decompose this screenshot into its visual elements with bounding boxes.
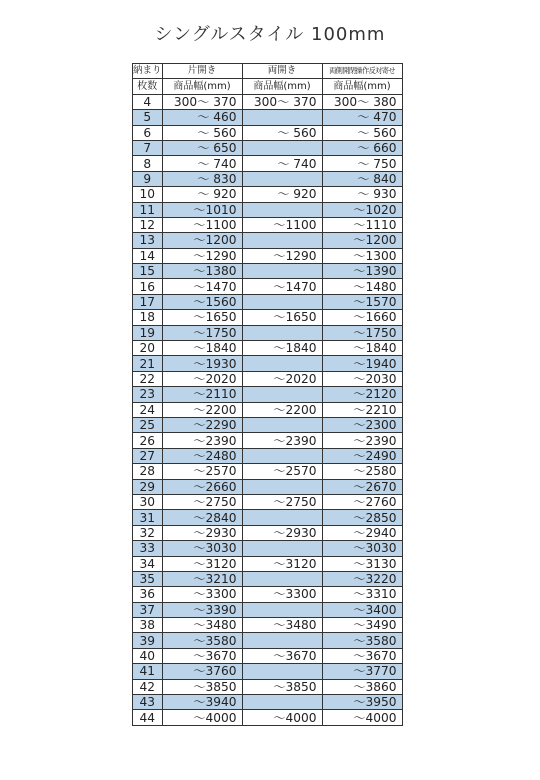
double-open-width-cell [242,356,322,371]
table-row [133,648,403,663]
header-width-both: 商品幅(mm) [322,79,402,94]
panel-count-cell: 35 [133,571,163,586]
double-open-width-cell [242,264,322,279]
panel-count-cell: 32 [133,525,163,540]
table-row [133,264,403,279]
both-side-width-cell: ～3770 [322,664,402,679]
panel-count-cell: 33 [133,541,163,556]
double-open-width-cell [242,110,322,125]
both-side-width-cell: ～1480 [322,279,402,294]
panel-count-cell: 30 [133,494,163,509]
single-open-width-cell: 300～ 370 [162,94,242,109]
table-row [133,325,403,340]
single-open-width-cell: ～1100 [162,217,242,232]
both-side-width-cell: ～3130 [322,556,402,571]
double-open-width-cell [242,202,322,217]
single-open-width-cell: ～1290 [162,248,242,263]
double-open-width-cell [242,633,322,648]
double-open-width-cell: ～3670 [242,648,322,663]
panel-count-cell: 14 [133,248,163,263]
table-row [133,464,403,479]
header-both-side-operation: 両側開閉操作反対寄せ [322,64,402,79]
panel-count-cell: 12 [133,217,163,232]
single-open-width-cell: ～1470 [162,279,242,294]
page-title: シングルスタイル 100mm [154,24,386,45]
both-side-width-cell: ～2940 [322,525,402,540]
table-row [133,217,403,232]
table-row [133,633,403,648]
both-side-width-cell: ～3400 [322,602,402,617]
table-row [133,710,403,725]
double-open-width-cell: ～2930 [242,525,322,540]
single-open-width-cell: ～ 920 [162,187,242,202]
double-open-width-cell: ～3480 [242,618,322,633]
table-row [133,171,403,186]
panel-count-cell: 16 [133,279,163,294]
single-open-width-cell: ～2750 [162,494,242,509]
both-side-width-cell: ～2030 [322,371,402,386]
single-open-width-cell: ～1930 [162,356,242,371]
table-row [133,510,403,525]
panel-count-cell: 36 [133,587,163,602]
header-single-open: 片開き [162,64,242,79]
panel-count-cell: 13 [133,233,163,248]
both-side-width-cell: ～3950 [322,695,402,710]
table-row [133,279,403,294]
double-open-width-cell [242,695,322,710]
panel-count-cell: 28 [133,464,163,479]
table-row [133,294,403,309]
double-open-width-cell [242,140,322,155]
single-open-width-cell: ～2480 [162,448,242,463]
single-open-width-cell: ～2200 [162,402,242,417]
table-row [133,571,403,586]
both-side-width-cell: ～2210 [322,402,402,417]
single-open-width-cell: ～3940 [162,695,242,710]
both-side-width-cell: ～2760 [322,494,402,509]
both-side-width-cell: ～2300 [322,417,402,432]
both-side-width-cell: ～3670 [322,648,402,663]
panel-count-cell: 19 [133,325,163,340]
panel-count-cell: 4 [133,94,163,109]
table-row [133,156,403,171]
double-open-width-cell: ～ 560 [242,125,322,140]
table-row [133,310,403,325]
table-row [133,618,403,633]
panel-count-cell: 8 [133,156,163,171]
both-side-width-cell: ～1020 [322,202,402,217]
table-row [133,371,403,386]
single-open-width-cell: ～1560 [162,294,242,309]
single-open-width-cell: ～1840 [162,341,242,356]
panel-count-cell: 9 [133,171,163,186]
double-open-width-cell [242,571,322,586]
single-open-width-cell: ～ 460 [162,110,242,125]
table-row [133,695,403,710]
both-side-width-cell: ～1840 [322,341,402,356]
both-side-width-cell: ～2850 [322,510,402,525]
header-double-open: 両開き [242,64,322,79]
panel-count-cell: 6 [133,125,163,140]
table-row [133,341,403,356]
table-row [133,125,403,140]
table-row [133,94,403,109]
panel-count-cell: 15 [133,264,163,279]
both-side-width-cell: ～1390 [322,264,402,279]
panel-count-cell: 26 [133,433,163,448]
size-table [132,63,403,726]
double-open-width-cell: ～1470 [242,279,322,294]
double-open-width-cell: ～2200 [242,402,322,417]
table-body [133,94,403,725]
single-open-width-cell: ～ 560 [162,125,242,140]
single-open-width-cell: ～3210 [162,571,242,586]
single-open-width-cell: ～1750 [162,325,242,340]
single-open-width-cell: ～2660 [162,479,242,494]
panel-count-cell: 38 [133,618,163,633]
panel-count-cell: 31 [133,510,163,525]
single-open-width-cell: ～2290 [162,417,242,432]
double-open-width-cell [242,233,322,248]
both-side-width-cell: ～3310 [322,587,402,602]
single-open-width-cell: ～2570 [162,464,242,479]
double-open-width-cell: ～1290 [242,248,322,263]
table-row [133,479,403,494]
both-side-width-cell: ～4000 [322,710,402,725]
panel-count-cell: 29 [133,479,163,494]
panel-count-cell: 23 [133,387,163,402]
table-row [133,356,403,371]
both-side-width-cell: ～1200 [322,233,402,248]
both-side-width-cell: ～2390 [322,433,402,448]
single-open-width-cell: ～2840 [162,510,242,525]
both-side-width-cell: ～3580 [322,633,402,648]
panel-count-cell: 25 [133,417,163,432]
single-open-width-cell: ～1010 [162,202,242,217]
both-side-width-cell: ～2670 [322,479,402,494]
single-open-width-cell: ～2110 [162,387,242,402]
header-width-double: 商品幅(mm) [242,79,322,94]
both-side-width-cell: ～1300 [322,248,402,263]
single-open-width-cell: ～2020 [162,371,242,386]
panel-count-cell: 22 [133,371,163,386]
table-row [133,248,403,263]
double-open-width-cell [242,541,322,556]
table-row [133,494,403,509]
both-side-width-cell: ～2580 [322,464,402,479]
both-side-width-cell: ～1660 [322,310,402,325]
double-open-width-cell: ～3850 [242,679,322,694]
single-open-width-cell: ～ 650 [162,140,242,155]
double-open-width-cell: ～1650 [242,310,322,325]
single-open-width-cell: ～ 740 [162,156,242,171]
double-open-width-cell: ～3120 [242,556,322,571]
panel-count-cell: 42 [133,679,163,694]
table-row [133,541,403,556]
single-open-width-cell: ～4000 [162,710,242,725]
single-open-width-cell: ～2930 [162,525,242,540]
panel-count-cell: 20 [133,341,163,356]
both-side-width-cell: ～ 840 [322,171,402,186]
both-side-width-cell: ～ 930 [322,187,402,202]
single-open-width-cell: ～3850 [162,679,242,694]
panel-count-cell: 11 [133,202,163,217]
double-open-width-cell: ～2390 [242,433,322,448]
panel-count-cell: 7 [133,140,163,155]
single-open-width-cell: ～3580 [162,633,242,648]
both-side-width-cell: ～3860 [322,679,402,694]
both-side-width-cell: ～1940 [322,356,402,371]
table-row [133,587,403,602]
panel-count-cell: 24 [133,402,163,417]
panel-count-cell: 40 [133,648,163,663]
single-open-width-cell: ～1650 [162,310,242,325]
both-side-width-cell: ～2120 [322,387,402,402]
table-row [133,433,403,448]
both-side-width-cell: ～1110 [322,217,402,232]
panel-count-cell: 39 [133,633,163,648]
double-open-width-cell [242,479,322,494]
panel-count-cell: 27 [133,448,163,463]
single-open-width-cell: ～3670 [162,648,242,663]
single-open-width-cell: ～2390 [162,433,242,448]
double-open-width-cell: ～3300 [242,587,322,602]
panel-count-cell: 41 [133,664,163,679]
table-row [133,417,403,432]
double-open-width-cell: ～ 740 [242,156,322,171]
double-open-width-cell: 300～ 370 [242,94,322,109]
header-row-units [133,79,403,94]
double-open-width-cell [242,510,322,525]
single-open-width-cell: ～3300 [162,587,242,602]
panel-count-cell: 21 [133,356,163,371]
both-side-width-cell: 300～ 380 [322,94,402,109]
double-open-width-cell: ～2020 [242,371,322,386]
both-side-width-cell: ～1750 [322,325,402,340]
both-side-width-cell: ～3490 [322,618,402,633]
double-open-width-cell: ～ 920 [242,187,322,202]
panel-count-cell: 17 [133,294,163,309]
table-row [133,140,403,155]
single-open-width-cell: ～3760 [162,664,242,679]
table-row [133,679,403,694]
panel-count-cell: 44 [133,710,163,725]
table-row [133,233,403,248]
both-side-width-cell: ～3220 [322,571,402,586]
both-side-width-cell: ～2490 [322,448,402,463]
double-open-width-cell [242,387,322,402]
header-panel-count: 枚数 [133,79,163,94]
double-open-width-cell [242,417,322,432]
table-row [133,187,403,202]
single-open-width-cell: ～3030 [162,541,242,556]
double-open-width-cell: ～4000 [242,710,322,725]
double-open-width-cell [242,664,322,679]
panel-count-cell: 10 [133,187,163,202]
single-open-width-cell: ～1380 [162,264,242,279]
single-open-width-cell: ～1200 [162,233,242,248]
table-row [133,448,403,463]
both-side-width-cell: ～ 750 [322,156,402,171]
panel-count-cell: 37 [133,602,163,617]
header-width-single: 商品幅(mm) [162,79,242,94]
double-open-width-cell [242,602,322,617]
both-side-width-cell: ～ 560 [322,125,402,140]
panel-count-cell: 34 [133,556,163,571]
both-side-width-cell: ～3030 [322,541,402,556]
panel-count-cell: 18 [133,310,163,325]
double-open-width-cell [242,171,322,186]
header-osamari: 納まり [133,64,163,79]
table-row [133,110,403,125]
table-row [133,202,403,217]
table-row [133,402,403,417]
header-row-type [133,64,403,79]
double-open-width-cell: ～2570 [242,464,322,479]
both-side-width-cell: ～ 660 [322,140,402,155]
single-open-width-cell: ～3480 [162,618,242,633]
double-open-width-cell [242,448,322,463]
table-row [133,556,403,571]
double-open-width-cell [242,294,322,309]
single-open-width-cell: ～3390 [162,602,242,617]
single-open-width-cell: ～3120 [162,556,242,571]
table-row [133,525,403,540]
single-open-width-cell: ～ 830 [162,171,242,186]
both-side-width-cell: ～1570 [322,294,402,309]
double-open-width-cell: ～1100 [242,217,322,232]
double-open-width-cell [242,325,322,340]
double-open-width-cell: ～2750 [242,494,322,509]
table-row [133,387,403,402]
table-row [133,664,403,679]
table-row [133,602,403,617]
both-side-width-cell: ～ 470 [322,110,402,125]
panel-count-cell: 5 [133,110,163,125]
panel-count-cell: 43 [133,695,163,710]
double-open-width-cell: ～1840 [242,341,322,356]
